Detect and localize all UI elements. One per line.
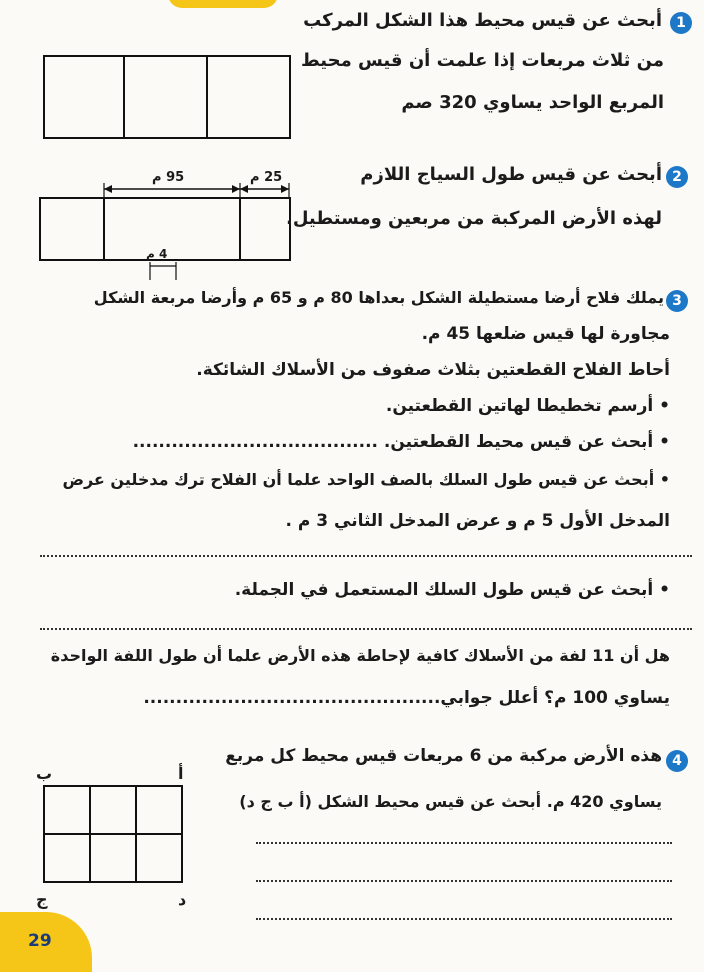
figure-six-squares <box>44 786 182 882</box>
ex4-line-1: هذه الأرض مركبة من 6 مربعات قيس محيط كل مربع <box>225 746 662 766</box>
ex3-line-4: • أرسم تخطيطا لهاتين القطعتين. <box>385 396 670 416</box>
exercise-number-1: 1 <box>670 12 692 34</box>
ex3-line-3: أحاط الفلاح القطعتين بثلاث صفوف من الأسلاك الشائكة. <box>196 360 670 380</box>
page-number: 29 <box>28 931 52 951</box>
ex1-line-2: من ثلاث مربعات إذا علمت أن قيس محيط <box>300 50 664 71</box>
exercise-number-2: 2 <box>666 166 688 188</box>
vertex-label-b: ب <box>36 764 53 783</box>
vertex-label-d: د <box>178 890 187 909</box>
label-25m: 25 م <box>250 170 283 185</box>
ex3-line-1: يملك فلاح أرضا مستطيلة الشكل بعداها 80 م و 65 م وأرضا مربعة الشكل <box>93 288 664 307</box>
ex1-line-3: المربع الواحد يساوي 320 صم <box>401 92 664 113</box>
vertex-label-j: ج <box>36 890 48 909</box>
ex3-line-2: مجاورة لها قيس ضلعها 45 م. <box>421 324 670 344</box>
ex4-line-2: يساوي 420 م. أبحث عن قيس محيط الشكل (أ ب ج د) <box>239 792 662 811</box>
ex3-line-9: هل أن 11 لفة من الأسلاك كافية لإحاطة هذه الأرض علما أن طول اللفة الواحدة <box>50 646 670 665</box>
ex3-line-6: • أبحث عن قيس طول السلك بالصف الواحد علما أن الفلاح ترك مدخلين عرض <box>62 470 670 489</box>
label-95m: 95 م <box>152 170 185 185</box>
answer-line[interactable] <box>40 628 692 630</box>
answer-line[interactable] <box>40 555 692 557</box>
ex3-line-5: • أبحث عن قيس محيط القطعتين. ...................................... <box>132 432 670 452</box>
ex3-line-8: • أبحث عن قيس طول السلك المستعمل في الجملة. <box>234 580 670 600</box>
ex2-line-1: أبحث عن قيس طول السياج اللازم <box>360 164 662 185</box>
answer-line[interactable] <box>256 880 672 882</box>
answer-line[interactable] <box>256 918 672 920</box>
ex3-line-10: يساوي 100 م؟ أعلل جوابي.............................................. <box>143 688 670 708</box>
ex1-line-1: أبحث عن قيس محيط هذا الشكل المركب <box>303 10 662 31</box>
figure-field-2 <box>40 183 290 280</box>
answer-line[interactable] <box>256 842 672 844</box>
label-4m: 4 م <box>146 247 168 261</box>
ex3-line-7: المدخل الأول 5 م و عرض المدخل الثاني 3 م . <box>285 511 670 531</box>
ex2-line-2: لهذه الأرض المركبة من مربعين ومستطيل. <box>285 208 662 229</box>
exercise-number-3: 3 <box>666 290 688 312</box>
vertex-label-a: أ <box>178 764 184 783</box>
exercise-number-4: 4 <box>666 750 688 772</box>
figure-three-squares <box>44 56 290 138</box>
